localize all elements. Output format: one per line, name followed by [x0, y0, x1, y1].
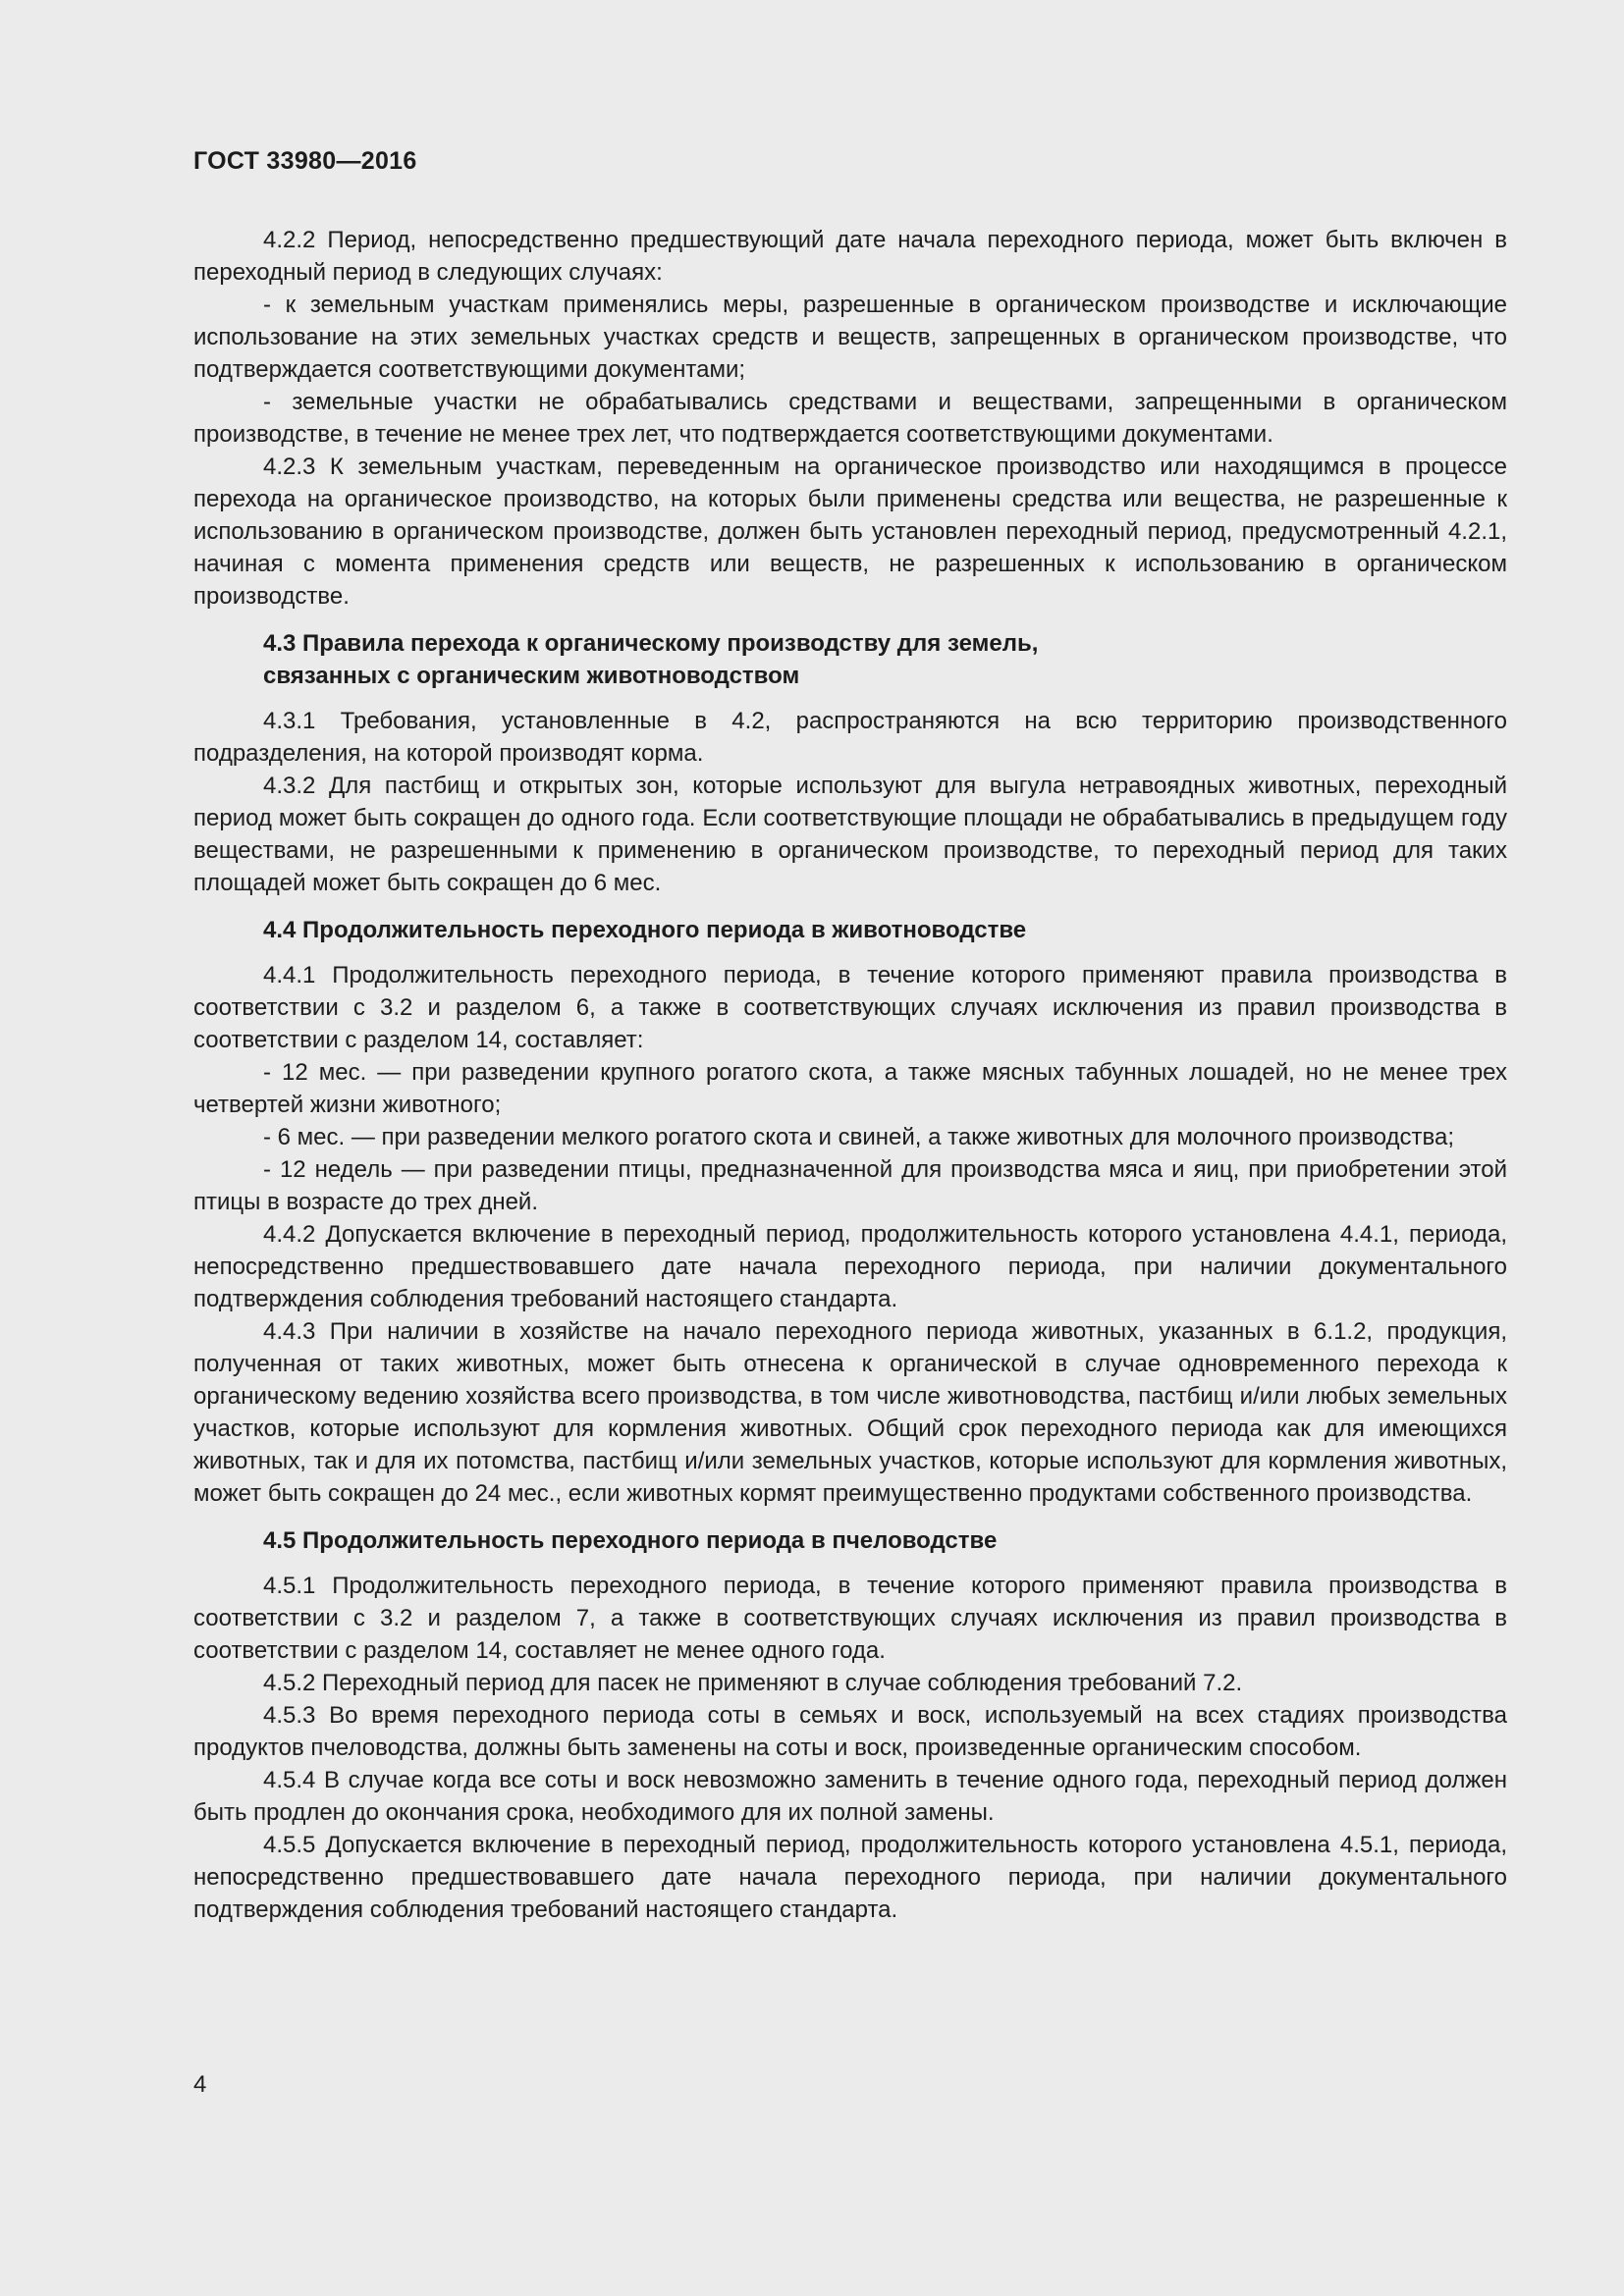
clause-4-3-1: 4.3.1 Требования, установленные в 4.2, распространяются на всю территорию производственного подразделения, на которой производят корма. [193, 708, 1507, 767]
clause-4-4-3: 4.4.3 При наличии в хозяйстве на начало переходного периода животных, указанных в 6.1.2, продукция, полученная от таких животных, может быть отнесена к органической в случае одновременного перехода к органическому ведению хозяйства всего производства, в том числе животноводства, пастбищ и/или любых земельных участков, которые используют для кормления животных. Общий срок переходного периода как для имеющихся животных, так и для их потомства, пастбищ и/или земельных участков, которые используют для кормления животных, может быть сокращен до 24 мес., если животных кормят преимущественно продуктами собственного производства. [193, 1318, 1507, 1507]
document-header: ГОСТ 33980—2016 [193, 147, 417, 175]
clause-4-4-1-item-c: - 12 недель — при разведении птицы, предназначенной для производства мяса и яиц, при приобретении этой птицы в возрасте до трех дней. [193, 1156, 1507, 1215]
clause-4-2-2: 4.2.2 Период, непосредственно предшествующий дате начала переходного периода, может быть включен в переходный период в следующих случаях: [193, 227, 1507, 286]
section-4-3-heading-line2: связанных с органическим животноводством [263, 663, 800, 689]
clause-4-5-3: 4.5.3 Во время переходного периода соты в семьях и воск, используемый на всех стадиях производства продуктов пчеловодства, должны быть заменены на соты и воск, произведенные органическим способом. [193, 1702, 1507, 1761]
clause-4-2-3: 4.2.3 К земельным участкам, переведенным на органическое производство или находящимся в процессе перехода на органическое производство, на которых были применены средства или вещества, не разрешенные к использованию в органическом производстве, должен быть установлен переходный период, предусмотренный 4.2.1, начиная с момента применения средств или веществ, не разрешенных к использованию в органическом производстве. [193, 454, 1507, 610]
clause-4-2-2-item-a: - к земельным участкам применялись меры, разрешенные в органическом производстве и исключающие использование на этих земельных участках средств и веществ, запрещенных в органическом производстве, что подтверждается соответствующими документами; [193, 292, 1507, 383]
clause-4-5-5: 4.5.5 Допускается включение в переходный период, продолжительность которого установлена 4.5.1, периода, непосредственно предшествовавшего дате начала переходного периода, при наличии документального подтверждения соблюдения требований настоящего стандарта. [193, 1832, 1507, 1923]
section-4-4-heading: 4.4 Продолжительность переходного периода в животноводстве [263, 917, 1027, 943]
section-4-5-heading: 4.5 Продолжительность переходного периода в пчеловодстве [263, 1527, 998, 1554]
section-4-3-heading [193, 627, 1507, 692]
clause-4-5-1: 4.5.1 Продолжительность переходного периода, в течение которого применяют правила производства в соответствии с 3.2 и разделом 7, а также в соответствующих случаях исключения из правил производства в соответствии с разделом 14, составляет не менее одного года. [193, 1573, 1507, 1664]
section-4-3-heading-line1: 4.3 Правила перехода к органическому производству для земель, [263, 630, 1039, 657]
page-number: 4 [193, 2071, 207, 2098]
clause-4-5-4: 4.5.4 В случае когда все соты и воск невозможно заменить в течение одного года, переходный период должен быть продлен до окончания срока, необходимого для их полной замены. [193, 1767, 1507, 1826]
clause-4-5-2: 4.5.2 Переходный период для пасек не применяют в случае соблюдения требований 7.2. [263, 1670, 1243, 1696]
document-body [193, 224, 1507, 1926]
clause-4-4-2: 4.4.2 Допускается включение в переходный период, продолжительность которого установлена 4.4.1, периода, непосредственно предшествовавшего дате начала переходного периода, при наличии документального подтверждения соблюдения требований настоящего стандарта. [193, 1221, 1507, 1312]
clause-4-4-1: 4.4.1 Продолжительность переходного периода, в течение которого применяют правила производства в соответствии с 3.2 и разделом 6, а также в соответствующих случаях исключения из правил производства в соответствии с разделом 14, составляет: [193, 962, 1507, 1053]
clause-4-4-1-item-b: - 6 мес. — при разведении мелкого рогатого скота и свиней, а также животных для молочного производства; [263, 1124, 1455, 1150]
clause-4-3-2: 4.3.2 Для пастбищ и открытых зон, которые используют для выгула нетравоядных животных, переходный период может быть сокращен до одного года. Если соответствующие площади не обрабатывались в предыдущем году веществами, не разрешенными к применению в органическом производстве, то переходный период для таких площадей может быть сокращен до 6 мес. [193, 773, 1507, 896]
clause-4-2-2-item-b: - земельные участки не обрабатывались средствами и веществами, запрещенными в органическом производстве, в течение не менее трех лет, что подтверждается соответствующими документами. [193, 389, 1507, 448]
clause-4-4-1-item-a: - 12 мес. — при разведении крупного рогатого скота, а также мясных табунных лошадей, но не менее трех четвертей жизни животного; [193, 1059, 1507, 1118]
